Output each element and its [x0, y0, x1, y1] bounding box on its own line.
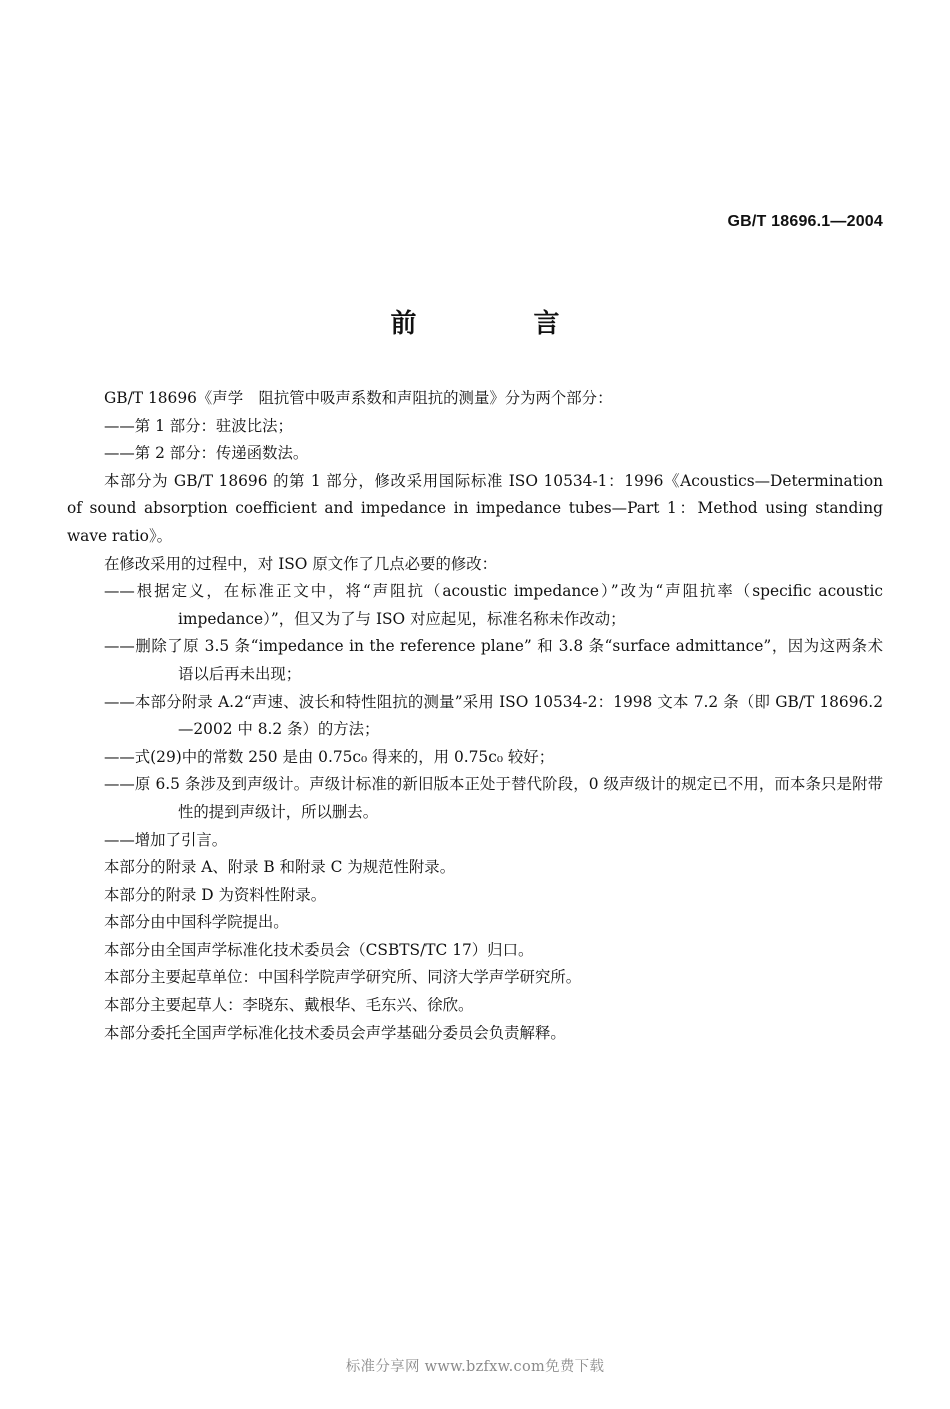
modifications-intro: 在修改采用的过程中，对 ISO 原文作了几点必要的修改： — [104, 554, 498, 573]
foreword-body — [67, 385, 883, 1047]
drafters: 本部分主要起草人：李晓东、戴根华、毛东兴、徐欣。 — [104, 996, 474, 1015]
part-1-item: ——第 1 部分：驻波比法； — [104, 416, 293, 435]
adoption-statement: 本部分为 GB/T 18696 的第 1 部分，修改采用国际标准 ISO 10534-1：1996《Acoustics—Determination of sound absorption coefficient and impedance in impedance tubes—Part 1：Method using standing wave ratio》。 — [67, 471, 883, 545]
modification-item: ——增加了引言。 — [104, 830, 228, 849]
modification-item: ——根据定义，在标准正文中，将“声阻抗（acoustic impedance）”改为“声阻抗率（specific acoustic impedance）”，但又为了与 ISO 对应起见，标准名称未作改动； — [104, 582, 883, 628]
interpretation-statement: 本部分委托全国声学标准化技术委员会声学基础分委员会负责解释。 — [104, 1023, 566, 1042]
committee-statement: 本部分由全国声学标准化技术委员会（CSBTS/TC 17）归口。 — [104, 940, 534, 959]
modification-item: ——原 6.5 条涉及到声级计。声级计标准的新旧版本正处于替代阶段，0 级声级计的规定已不用，而本条只是附带性的提到声级计，所以删去。 — [104, 775, 883, 821]
proposer-statement: 本部分由中国科学院提出。 — [104, 913, 289, 932]
part-2-item: ——第 2 部分：传递函数法。 — [104, 444, 309, 463]
page-title: 前 言 — [390, 309, 614, 339]
footer-watermark: 标准分享网 www.bzfxw.com免费下载 — [345, 1359, 605, 1375]
modification-item: ——删除了原 3.5 条“impedance in the reference plane” 和 3.8 条“surface admittance”，因为这两条术语以后再未出现； — [104, 637, 883, 683]
normative-annex-statement: 本部分的附录 A、附录 B 和附录 C 为规范性附录。 — [104, 858, 456, 877]
modification-item: ——式(29)中的常数 250 是由 0.75c₀ 得来的，用 0.75c₀ 较好； — [104, 747, 555, 766]
informative-annex-statement: 本部分的附录 D 为资料性附录。 — [104, 885, 327, 904]
parts-intro: GB/T 18696《声学 阻抗管中吸声系数和声阻抗的测量》分为两个部分： — [104, 389, 613, 407]
drafting-units: 本部分主要起草单位：中国科学院声学研究所、同济大学声学研究所。 — [104, 968, 582, 987]
modification-item: ——本部分附录 A.2“声速、波长和特性阻抗的测量”采用 ISO 10534-2：1998 文本 7.2 条（即 GB/T 18696.2—2002 中 8.2 条）的方法； — [104, 692, 883, 739]
document-code: GB/T 18696.1—2004 — [727, 213, 883, 230]
